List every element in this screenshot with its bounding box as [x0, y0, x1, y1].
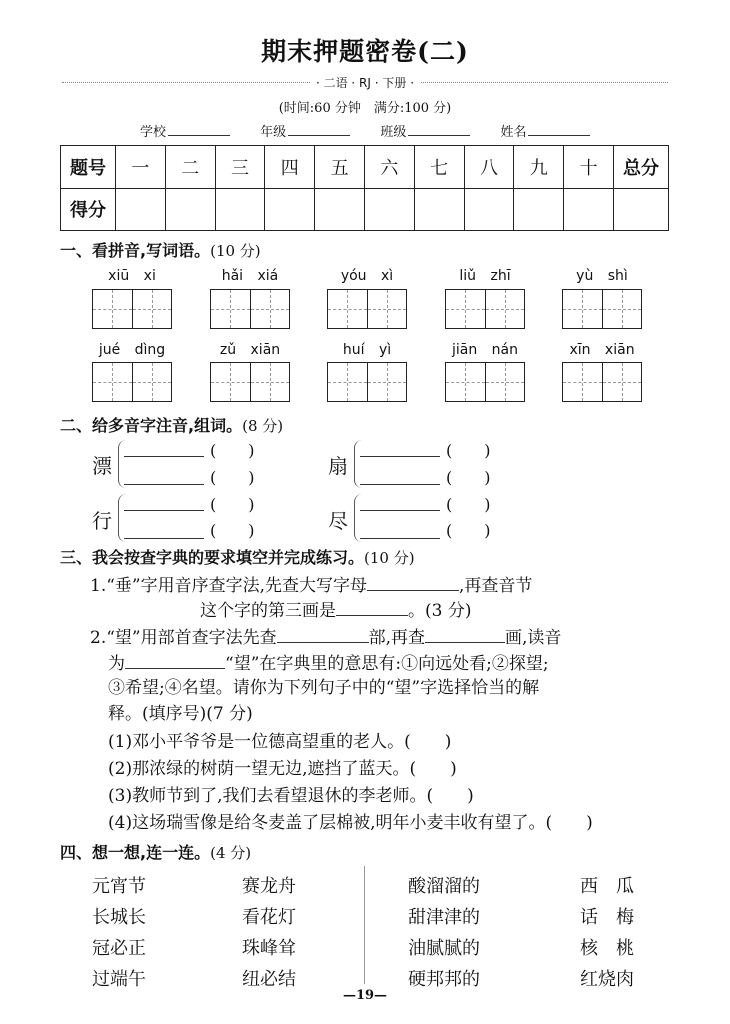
writing-grid[interactable]: [327, 289, 407, 329]
writing-grid[interactable]: [445, 362, 525, 402]
match-item[interactable]: 看花灯: [242, 907, 296, 928]
answer-line[interactable]: [124, 484, 204, 485]
answer-line[interactable]: [360, 538, 440, 539]
question-number-row: [61, 146, 669, 189]
table-cell: 一: [116, 146, 166, 189]
score-cell[interactable]: [215, 188, 265, 231]
paren-blank[interactable]: ( ): [446, 521, 491, 540]
brace: [354, 494, 363, 542]
match-item[interactable]: 纽必结: [242, 969, 296, 990]
class-field[interactable]: [408, 123, 470, 136]
table-cell: 二: [165, 146, 215, 189]
question-3-1-cont: 这个字的第三画是 。(3 分): [200, 601, 472, 621]
sentence-4: (4)这场瑞雪像是给冬麦盖了层棉被,明年小麦丰收有望了。( ): [108, 813, 593, 833]
page-title: 期末押题密卷(二): [261, 37, 469, 66]
score-cell[interactable]: [464, 188, 514, 231]
pinyin: yù shì: [576, 268, 628, 284]
pinyin: hǎi xiá: [221, 268, 279, 284]
school-field[interactable]: [168, 123, 230, 136]
polyphone-char: 漂: [92, 454, 112, 478]
score-cell[interactable]: [514, 188, 564, 231]
paren-blank[interactable]: ( ): [446, 441, 491, 460]
pinyin: liǔ zhī: [459, 268, 511, 284]
grade-field[interactable]: [288, 123, 350, 136]
writing-grid[interactable]: [445, 289, 525, 329]
name-label: 姓名: [500, 125, 527, 140]
section-4-heading: 四、想一想,连一连。(4 分): [60, 843, 252, 862]
table-cell: 七: [414, 146, 464, 189]
pinyin: huí yì: [342, 342, 392, 358]
column-divider: [364, 866, 365, 984]
match-item[interactable]: 赛龙舟: [242, 876, 296, 897]
name-field[interactable]: [528, 123, 590, 136]
match-item[interactable]: 长城长: [92, 907, 146, 928]
match-item[interactable]: 核 桃: [580, 938, 634, 959]
match-item[interactable]: 红烧肉: [580, 969, 634, 990]
score-cell[interactable]: [614, 188, 669, 231]
pinyin: yóu xì: [340, 268, 394, 284]
polyphone-char: 扇: [328, 454, 348, 478]
table-cell: 五: [315, 146, 365, 189]
brace: [118, 440, 127, 488]
pinyin: zǔ xiān: [219, 342, 281, 358]
pinyin: xiū xi: [108, 268, 156, 284]
paren-blank[interactable]: ( ): [446, 495, 491, 514]
match-item[interactable]: 甜津津的: [408, 907, 480, 928]
score-cell[interactable]: [165, 188, 215, 231]
answer-blank[interactable]: [125, 654, 225, 669]
sentence-1: (1)邓小平爷爷是一位德高望重的老人。( ): [108, 732, 452, 752]
sentence-3: (3)教师节到了,我们去看望退休的李老师。( ): [108, 786, 474, 806]
question-3-2-line3: ③希望;④名望。请你为下列句子中的“望”字选择恰当的解: [108, 678, 540, 698]
match-item[interactable]: 过端午: [92, 969, 146, 990]
school-label: 学校: [140, 125, 167, 140]
answer-line[interactable]: [124, 510, 204, 511]
answer-line[interactable]: [124, 538, 204, 539]
score-cell[interactable]: [364, 188, 414, 231]
writing-grid[interactable]: [210, 362, 290, 402]
page-number: —19—: [342, 988, 388, 1003]
writing-grid[interactable]: [562, 362, 642, 402]
answer-line[interactable]: [124, 456, 204, 457]
match-item[interactable]: 冠必正: [92, 938, 146, 959]
polyphone-char: 尽: [328, 509, 348, 533]
answer-line[interactable]: [360, 510, 440, 511]
section-2-heading: 二、给多音字注音,组词。(8 分): [60, 416, 284, 435]
match-item[interactable]: 话 梅: [580, 907, 634, 928]
paren-blank[interactable]: ( ): [210, 521, 255, 540]
question-3-2-line2: 为 “望”在字典里的意思有:①向远处看;②探望;: [108, 654, 549, 674]
table-header: 题号: [61, 146, 116, 189]
table-cell: 八: [464, 146, 514, 189]
writing-grid[interactable]: [562, 289, 642, 329]
score-cell[interactable]: [116, 188, 166, 231]
writing-grid[interactable]: [92, 362, 172, 402]
table-cell: 十: [564, 146, 614, 189]
table-header: 得分: [61, 188, 116, 231]
pinyin: xīn xiān: [569, 342, 635, 358]
answer-line[interactable]: [360, 484, 440, 485]
question-3-2: 2.“望”用部首查字法先查 部,再查 画,读音: [90, 628, 562, 648]
section-3-heading: 三、我会按查字典的要求填空并完成练习。(10 分): [60, 548, 415, 567]
brace: [354, 440, 363, 488]
table-cell: 九: [514, 146, 564, 189]
edition-label: · 二语 · RJ · 下册 ·: [0, 74, 730, 91]
pinyin: jiān nán: [451, 342, 518, 358]
table-cell: 三: [215, 146, 265, 189]
score-cell[interactable]: [265, 188, 315, 231]
paren-blank[interactable]: ( ): [210, 468, 255, 487]
match-item[interactable]: 酸溜溜的: [408, 876, 480, 897]
question-3-1: 1.“垂”字用音序查字法,先查大写字母 ,再查音节: [90, 576, 533, 596]
brace: [118, 494, 127, 542]
answer-line[interactable]: [360, 456, 440, 457]
table-cell: 四: [265, 146, 315, 189]
table-header: 总分: [614, 146, 669, 189]
score-cell[interactable]: [414, 188, 464, 231]
answer-blank[interactable]: [336, 601, 408, 616]
match-item[interactable]: 油腻腻的: [408, 938, 480, 959]
writing-grid[interactable]: [92, 289, 172, 329]
section-1-heading: 一、看拼音,写词语。(10 分): [60, 241, 261, 260]
writing-grid[interactable]: [327, 362, 407, 402]
score-row: [61, 188, 669, 231]
pinyin: jué dìng: [98, 342, 166, 358]
grade-label: 年级: [260, 125, 287, 140]
student-info: [140, 121, 616, 140]
answer-blank[interactable]: [277, 628, 369, 643]
polyphone-char: 行: [92, 509, 112, 533]
paren-blank[interactable]: ( ): [210, 441, 255, 460]
match-item[interactable]: 硬邦邦的: [408, 969, 480, 990]
paren-blank[interactable]: ( ): [446, 468, 491, 487]
sentence-2: (2)那浓绿的树荫一望无边,遮挡了蓝天。( ): [108, 759, 457, 779]
score-table: [60, 145, 669, 231]
time-info: (时间:60 分钟 满分:100 分): [278, 101, 452, 116]
table-cell: 六: [364, 146, 414, 189]
score-cell[interactable]: [315, 188, 365, 231]
class-label: 班级: [380, 125, 407, 140]
answer-blank[interactable]: [425, 628, 505, 643]
paren-blank[interactable]: ( ): [210, 495, 255, 514]
answer-blank[interactable]: [367, 576, 459, 591]
match-item[interactable]: 元宵节: [92, 876, 146, 897]
match-item[interactable]: 西 瓜: [580, 876, 634, 897]
writing-grid[interactable]: [210, 289, 290, 329]
match-item[interactable]: 珠峰耸: [242, 938, 296, 959]
question-3-2-line4: 释。(填序号)(7 分): [108, 704, 253, 724]
score-cell[interactable]: [564, 188, 614, 231]
